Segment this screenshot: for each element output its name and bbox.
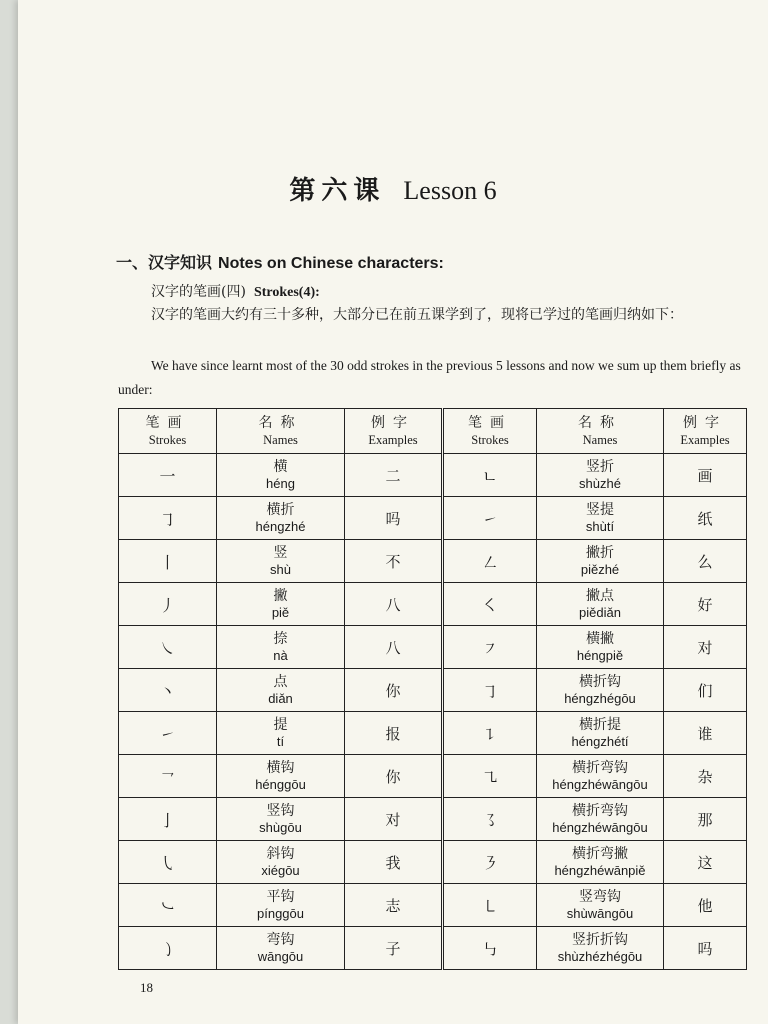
stroke-name-cn: 横折提: [579, 717, 621, 733]
example-cell: 那: [664, 798, 747, 841]
table-row: [119, 755, 747, 798]
column-header-en: Names: [263, 433, 298, 447]
name-cell: [217, 927, 345, 970]
stroke-name-cn: 竖: [273, 545, 288, 561]
name-cell: [537, 497, 664, 540]
paragraph-en: We have since learnt most of the 30 odd strokes in the previous 5 lessons and now we sum up them briefly as under:: [118, 358, 741, 397]
stroke-cell: ㇀: [119, 712, 217, 755]
name-cell: [537, 669, 664, 712]
stroke-name-pinyin: héngpiě: [576, 648, 624, 663]
table-row: [119, 841, 747, 884]
stroke-cell: ㇊: [443, 712, 537, 755]
stroke-name-cn: 横折钩: [579, 674, 621, 690]
stroke-name-pinyin: piědiǎn: [579, 605, 621, 620]
name-cell: [217, 454, 345, 497]
name-cell: [537, 798, 664, 841]
name-cell: [217, 798, 345, 841]
example-cell: 子: [345, 927, 443, 970]
example-cell: 好: [664, 583, 747, 626]
stroke-cell: ㇂: [119, 841, 217, 884]
stroke-name-pinyin: piězhé: [580, 562, 620, 577]
stroke-name-cn: 平钩: [266, 889, 295, 905]
stroke-name-pinyin: xiégōu: [261, 863, 300, 878]
stroke-name-cn: 横折弯撇: [572, 846, 628, 862]
column-header: [217, 409, 345, 454]
subsection-heading-en: Strokes(4):: [253, 285, 320, 300]
stroke-name-cn: 撇点: [586, 588, 614, 604]
name-cell: [537, 454, 664, 497]
column-header-en: Names: [582, 433, 618, 447]
table-row: [119, 884, 747, 927]
example-cell: 他: [664, 884, 747, 927]
name-cell: [217, 884, 345, 927]
column-header-en: Examples: [680, 433, 730, 447]
stroke-name-cn: 撇折: [586, 545, 614, 561]
example-cell: 八: [345, 583, 443, 626]
stroke-cell: 丨: [119, 540, 217, 583]
column-header-cn: 例字: [371, 415, 415, 431]
example-cell: 吗: [345, 497, 443, 540]
lesson-title: [18, 170, 768, 207]
stroke-name-cn: 横折: [266, 502, 295, 518]
stroke-name-pinyin: héngzhéwāngōu: [552, 820, 648, 835]
example-cell: 画: [664, 454, 747, 497]
name-cell: [537, 841, 664, 884]
example-cell: 对: [664, 626, 747, 669]
stroke-cell: 亅: [119, 798, 217, 841]
stroke-name-pinyin: pínggōu: [257, 906, 304, 921]
table-header-row: [119, 409, 747, 454]
section-heading: [116, 250, 444, 273]
stroke-name-cn: 弯钩: [266, 932, 295, 948]
example-cell: 报: [345, 712, 443, 755]
stroke-name-cn: 竖折: [586, 459, 614, 475]
stroke-name-pinyin: tí: [276, 734, 285, 749]
name-cell: [217, 755, 345, 798]
subsection-heading: [151, 281, 320, 301]
stroke-name-pinyin: shùgōu: [259, 820, 302, 835]
stroke-name-pinyin: diǎn: [268, 691, 293, 706]
example-cell: 么: [664, 540, 747, 583]
stroke-cell: ㇆: [443, 669, 537, 712]
stroke-name-pinyin: héngzhéwāngōu: [552, 777, 648, 792]
lesson-title-cn: 第六课: [289, 176, 386, 206]
textbook-page: [18, 0, 768, 1024]
stroke-name-cn: 点: [273, 674, 288, 690]
stroke-cell: ㇁: [119, 927, 217, 970]
paragraph-cn: 汉字的笔画大约有三十多种，大部分已在前五课学到了，现将已学过的笔画归纳如下：: [151, 307, 683, 323]
stroke-cell: ㇀: [443, 497, 537, 540]
column-header: [664, 409, 747, 454]
column-header-cn: 名称: [258, 415, 303, 431]
stroke-name-pinyin: héngzhé: [255, 519, 306, 534]
stroke-cell: ㇌: [443, 798, 537, 841]
column-header: [537, 409, 664, 454]
stroke-cell: 丿: [119, 583, 217, 626]
table-row: [119, 626, 747, 669]
column-header-cn: 笔画: [145, 415, 190, 431]
strokes-table: [118, 408, 747, 970]
example-cell: 这: [664, 841, 747, 884]
stroke-name-pinyin: hénggōu: [255, 777, 306, 792]
stroke-name-cn: 撇: [273, 588, 288, 604]
stroke-name-cn: 竖钩: [266, 803, 295, 819]
stroke-name-cn: 提: [273, 717, 288, 733]
stroke-cell: ㄴ: [443, 454, 537, 497]
stroke-cell: ㇛: [443, 583, 537, 626]
stroke-name-pinyin: nà: [273, 648, 288, 663]
subsection-heading-cn: 汉字的笔画(四): [151, 284, 246, 300]
stroke-name-cn: 斜钩: [266, 846, 295, 862]
name-cell: [537, 884, 664, 927]
stroke-name-cn: 横折弯钩: [572, 803, 628, 819]
name-cell: [537, 626, 664, 669]
stroke-name-pinyin: piě: [271, 605, 290, 620]
table-row: [119, 454, 747, 497]
column-header-en: Strokes: [471, 433, 509, 447]
column-header-cn: 例字: [683, 415, 727, 431]
stroke-name-cn: 横撇: [586, 631, 614, 647]
example-cell: 志: [345, 884, 443, 927]
stroke-name-cn: 捺: [273, 631, 288, 647]
table-row: [119, 712, 747, 755]
stroke-name-cn: 横钩: [266, 760, 295, 776]
stroke-cell: ㇉: [443, 927, 537, 970]
stroke-name-pinyin: wāngōu: [257, 949, 304, 964]
stroke-name-cn: 竖折折钩: [572, 932, 628, 948]
name-cell: [537, 755, 664, 798]
name-cell: [217, 540, 345, 583]
example-cell: 纸: [664, 497, 747, 540]
stroke-name-pinyin: shùwāngōu: [566, 906, 634, 921]
table-row: [119, 497, 747, 540]
example-cell: 八: [345, 626, 443, 669]
table-row: [119, 540, 747, 583]
name-cell: [217, 669, 345, 712]
stroke-name-cn: 竖提: [586, 502, 614, 518]
example-cell: 对: [345, 798, 443, 841]
name-cell: [217, 841, 345, 884]
name-cell: [537, 712, 664, 755]
name-cell: [537, 540, 664, 583]
stroke-cell: ㇈: [443, 755, 537, 798]
stroke-name-pinyin: shùtí: [585, 519, 615, 534]
name-cell: [217, 626, 345, 669]
section-heading-cn: 一、汉字知识: [116, 253, 213, 272]
table-row: [119, 927, 747, 970]
example-cell: 你: [345, 755, 443, 798]
stroke-cell: ㇆: [119, 497, 217, 540]
stroke-cell: ㇜: [443, 540, 537, 583]
column-header-cn: 笔画: [468, 415, 512, 431]
name-cell: [537, 927, 664, 970]
stroke-name-pinyin: shùzhézhégōu: [557, 949, 643, 964]
stroke-cell: ㇄: [443, 884, 537, 927]
stroke-name-pinyin: shùzhé: [579, 476, 621, 491]
example-cell: 杂: [664, 755, 747, 798]
stroke-name-pinyin: héngzhéwānpiě: [554, 863, 646, 878]
example-cell: 们: [664, 669, 747, 712]
stroke-cell: 一: [119, 454, 217, 497]
column-header-cn: 名称: [578, 415, 622, 431]
page-number: 18: [140, 980, 153, 995]
example-cell: 我: [345, 841, 443, 884]
column-header-en: Examples: [368, 433, 418, 447]
stroke-name-cn: 横: [273, 459, 288, 475]
name-cell: [217, 583, 345, 626]
table-row: [119, 583, 747, 626]
name-cell: [537, 583, 664, 626]
stroke-name-pinyin: héngzhégōu: [564, 691, 636, 706]
stroke-cell: ㇃: [119, 884, 217, 927]
example-cell: 二: [345, 454, 443, 497]
section-heading-en: Notes on Chinese characters:: [218, 255, 444, 272]
name-cell: [217, 497, 345, 540]
stroke-name-cn: 竖弯钩: [579, 889, 621, 905]
stroke-name-pinyin: shù: [270, 562, 291, 577]
example-cell: 吗: [664, 927, 747, 970]
stroke-name-pinyin: héngzhétí: [571, 734, 629, 749]
column-header-en: Strokes: [148, 433, 187, 447]
stroke-cell: ㇋: [443, 841, 537, 884]
lesson-title-en: Lesson 6: [403, 176, 497, 205]
stroke-name-pinyin: héng: [266, 476, 295, 491]
stroke-cell: ㇖: [119, 755, 217, 798]
example-cell: 你: [345, 669, 443, 712]
column-header: [443, 409, 537, 454]
column-header: [345, 409, 443, 454]
stroke-cell: ㇏: [119, 626, 217, 669]
example-cell: 谁: [664, 712, 747, 755]
table-row: [119, 669, 747, 712]
column-header: [119, 409, 217, 454]
example-cell: 不: [345, 540, 443, 583]
stroke-cell: 丶: [119, 669, 217, 712]
stroke-name-cn: 横折弯钩: [572, 760, 628, 776]
stroke-cell: ㇇: [443, 626, 537, 669]
name-cell: [217, 712, 345, 755]
table-row: [119, 798, 747, 841]
